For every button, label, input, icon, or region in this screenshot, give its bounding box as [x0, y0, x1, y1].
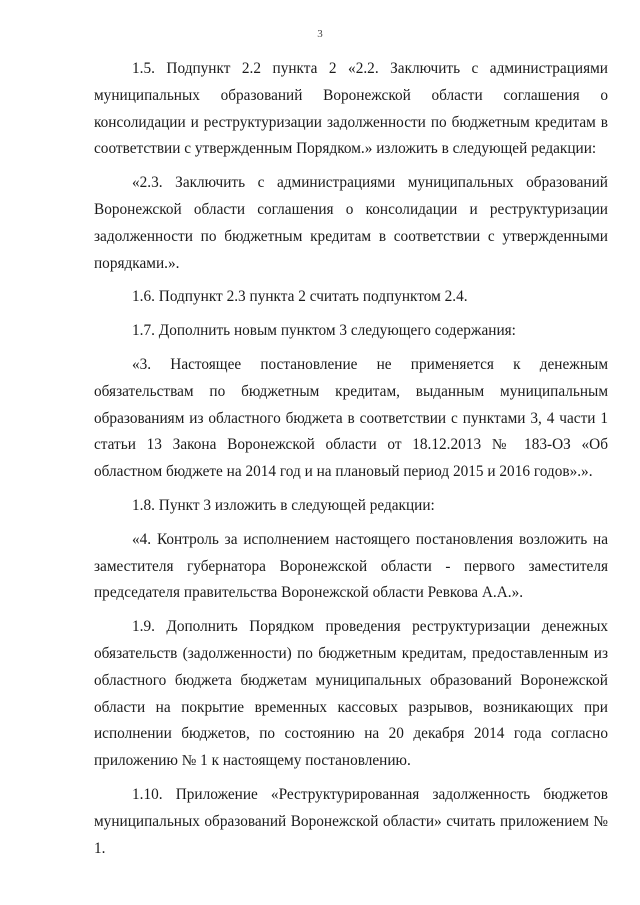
paragraph-quote-4: «4. Контроль за исполнением настоящего постановления возложить на заместителя губернатора Воронежской области - первого заместителя председателя правительства Воронежской области Ревкова А.А.».: [94, 530, 608, 602]
paragraph-1-10: 1.10. Приложение «Реструктурированная задолженность бюджетов муниципальных образований Воронежской области» считать приложением № 1.: [94, 785, 608, 857]
paragraph-1-6: 1.6. Подпункт 2.3 пункта 2 считать подпунктом 2.4.: [132, 288, 468, 306]
paragraph-1-9: 1.9. Дополнить Порядком проведения реструктуризации денежных обязательств (задолженности) по бюджетным кредитам, предоставленным из областного бюджета бюджетам муниципальных образований Воронежской области на покрытие временных кассовых разрывов, возникающих при исполнении бюджетов, по состоянию на 20 декабря 2014 года согласно приложению № 1 к настоящему постановлению.: [94, 618, 608, 770]
page-number: 3: [317, 28, 323, 40]
paragraph-1-5: 1.5. Подпункт 2.2 пункта 2 «2.2. Заключить с администрациями муниципальных образований Воронежской области соглашения о консолидации и реструктуризации задолженности по бюджетным кредитам в соответствии с утвержденным Порядком.» изложить в следующей редакции:: [94, 60, 608, 158]
paragraph-quote-3: «3. Настоящее постановление не применяется к денежным обязательствам по бюджетным кредитам, выданным муниципальным образованиям из областного бюджета в соответствии с пунктами 3, 4 части 1 статьи 13 Закона Воронежской области от 18.12.2013 № 183-ОЗ «Об областном бюджете на 2014 год и на плановый период 2015 и 2016 годов».».: [94, 355, 608, 481]
paragraph-1-8: 1.8. Пункт 3 изложить в следующей редакции:: [132, 496, 435, 514]
document-body: [94, 56, 608, 869]
paragraph-1-7: 1.7. Дополнить новым пунктом 3 следующего содержания:: [132, 322, 516, 340]
paragraph-quote-2-3: «2.3. Заключить с администрациями муниципальных образований Воронежской области соглашения о консолидации и реструктуризации задолженности по бюджетным кредитам в соответствии с утвержденными порядками.».: [94, 174, 608, 272]
